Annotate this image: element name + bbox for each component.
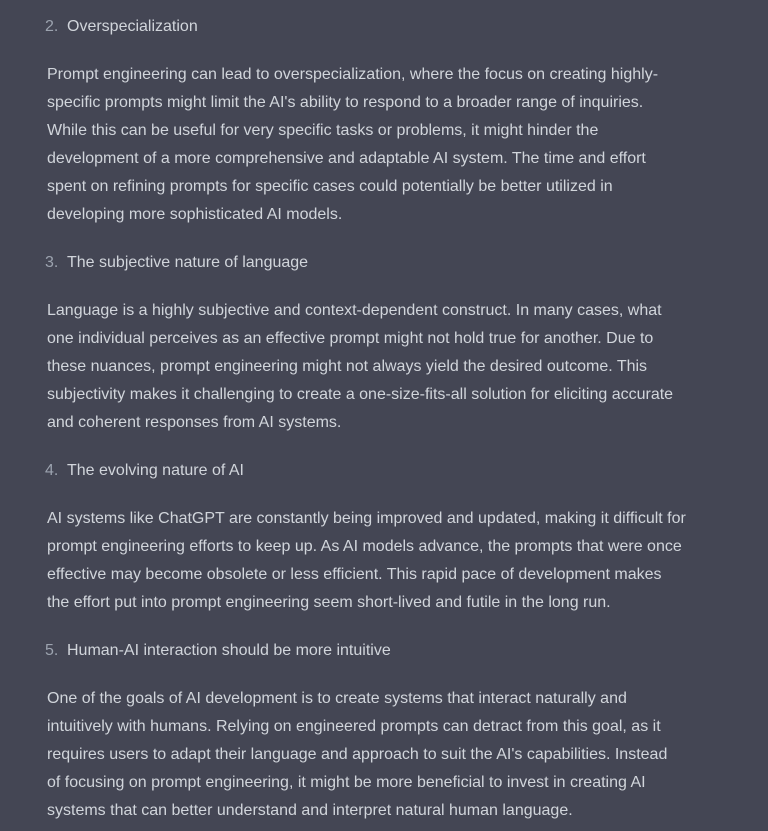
- section-paragraph: [47, 297, 768, 437]
- paragraph-line: Language is a highly subjective and context-dependent construct. In many cases, what: [47, 302, 662, 319]
- section-heading: The evolving nature of AI: [67, 462, 244, 479]
- list-item-heading: [47, 13, 768, 41]
- paragraph-line: AI systems like ChatGPT are constantly being improved and updated, making it difficult for: [47, 510, 686, 527]
- section-paragraph: [47, 61, 768, 229]
- paragraph-line: specific prompts might limit the AI's ability to respond to a broader range of inquiries.: [47, 94, 644, 111]
- paragraph-line: intuitively with humans. Relying on engineered prompts can detract from this goal, as it: [47, 718, 661, 735]
- paragraph-line: of focusing on prompt engineering, it might be more beneficial to invest in creating AI: [47, 774, 646, 791]
- paragraph-line: prompt engineering efforts to keep up. As AI models advance, the prompts that were once: [47, 538, 682, 555]
- section-heading: Human-AI interaction should be more intuitive: [67, 642, 391, 659]
- paragraph-line: spent on refining prompts for specific cases could potentially be better utilized in: [47, 178, 613, 195]
- paragraph-line: the effort put into prompt engineering seem short-lived and futile in the long run.: [47, 594, 611, 611]
- list-item-heading: [47, 249, 768, 277]
- paragraph-line: subjectivity makes it challenging to create a one-size-fits-all solution for eliciting accurate: [47, 386, 674, 403]
- paragraph-line: developing more sophisticated AI models.: [47, 206, 343, 223]
- list-number: 4.: [45, 462, 59, 479]
- paragraph-line: effective may become obsolete or less efficient. This rapid pace of development makes: [47, 566, 662, 583]
- paragraph-line: these nuances, prompt engineering might not always yield the desired outcome. This: [47, 358, 648, 375]
- list-item-heading: [47, 637, 768, 665]
- section-heading: The subjective nature of language: [67, 254, 309, 271]
- paragraph-line: and coherent responses from AI systems.: [47, 414, 342, 431]
- paragraph-line: Prompt engineering can lead to overspecialization, where the focus on creating highly-: [47, 66, 659, 83]
- paragraph-line: One of the goals of AI development is to create systems that interact naturally and: [47, 690, 627, 707]
- paragraph-line: one individual perceives as an effective prompt might not hold true for another. Due to: [47, 330, 654, 347]
- list-number: 2.: [45, 18, 59, 35]
- paragraph-line: While this can be useful for very specific tasks or problems, it might hinder the: [47, 122, 599, 139]
- list-number: 3.: [45, 254, 59, 271]
- paragraph-line: requires users to adapt their language and approach to suit the AI's capabilities. Instead: [47, 746, 668, 763]
- paragraph-line: development of a more comprehensive and adaptable AI system. The time and effort: [47, 150, 646, 167]
- list-number: 5.: [45, 642, 59, 659]
- paragraph-line: systems that can better understand and interpret natural human language.: [47, 802, 573, 819]
- list-item-heading: [47, 457, 768, 485]
- section-paragraph: [47, 685, 768, 825]
- section-heading: Overspecialization: [67, 18, 198, 35]
- section-paragraph: [47, 505, 768, 617]
